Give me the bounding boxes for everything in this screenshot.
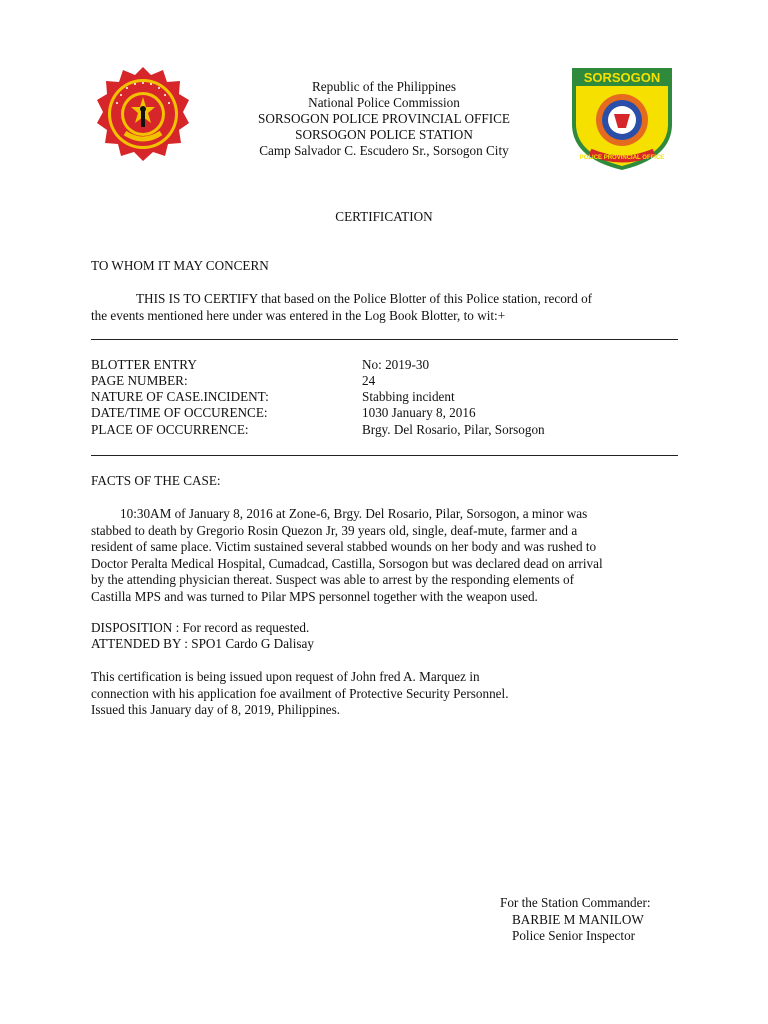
sorsogon-ppo-logo bbox=[570, 66, 674, 172]
request-line-3: Issued this January day of 8, 2019, Philippines. bbox=[91, 702, 341, 717]
signatory-rank: Police Senior Inspector bbox=[512, 928, 636, 943]
letterhead-line-provincial-office: SORSOGON POLICE PROVINCIAL OFFICE bbox=[258, 111, 510, 126]
entry-value: No: 2019-30 bbox=[362, 357, 430, 372]
divider-bottom bbox=[91, 455, 678, 456]
entry-value: Stabbing incident bbox=[362, 389, 455, 404]
request-line-2: connection with his application foe availment of Protective Security Personnel. bbox=[91, 685, 509, 701]
entry-label: PAGE NUMBER: bbox=[91, 373, 188, 388]
entry-value: Brgy. Del Rosario, Pilar, Sorsogon bbox=[362, 422, 545, 437]
pnp-seal-icon bbox=[97, 67, 189, 163]
sorsogon-ppo-badge-icon bbox=[570, 66, 674, 172]
signatory-name: BARBIE M MANILOW bbox=[512, 911, 644, 927]
entry-label: PLACE OF OCCURRENCE: bbox=[91, 422, 249, 437]
entry-value: 1030 January 8, 2016 bbox=[362, 405, 476, 420]
salutation: TO WHOM IT MAY CONCERN bbox=[91, 258, 269, 273]
intro-line-1: THIS IS TO CERTIFY that based on the Police Blotter of this Police station, record of bbox=[136, 291, 593, 306]
signature-for: For the Station Commander: bbox=[500, 895, 651, 910]
letterhead-line-napolcom: National Police Commission bbox=[308, 95, 460, 110]
facts-title: FACTS OF THE CASE: bbox=[91, 473, 221, 488]
intro-paragraph bbox=[91, 291, 681, 324]
entry-label: NATURE OF CASE.INCIDENT: bbox=[91, 389, 269, 404]
intro-line-2: the events mentioned here under was entered in the Log Book Blotter, to wit:+ bbox=[91, 307, 506, 323]
facts-line: resident of same place. Victim sustained several stabbed wounds on her body and was rushed to bbox=[91, 539, 597, 554]
entry-label: DATE/TIME OF OCCURENCE: bbox=[91, 405, 268, 420]
request-paragraph bbox=[91, 669, 509, 719]
letterhead bbox=[200, 79, 568, 159]
letterhead-line-republic: Republic of the Philippines bbox=[312, 79, 456, 94]
pnp-seal-logo bbox=[97, 67, 189, 163]
request-line-1: This certification is being issued upon request of John fred A. Marquez in bbox=[91, 669, 480, 684]
letterhead-line-police-station: SORSOGON POLICE STATION bbox=[295, 127, 473, 142]
entry-value: 24 bbox=[362, 373, 376, 388]
divider-top bbox=[91, 339, 678, 340]
signature-block bbox=[500, 895, 651, 945]
disposition: DISPOSITION : For record as requested. bbox=[91, 620, 310, 635]
letterhead-line-address: Camp Salvador C. Escudero Sr., Sorsogon City bbox=[259, 143, 509, 158]
facts-paragraph bbox=[91, 506, 681, 605]
attended-by: ATTENDED BY : SPO1 Cardo G Dalisay bbox=[91, 636, 314, 651]
facts-line: by the attending physician thereat. Suspect was able to arrest by the responding elements of bbox=[91, 572, 575, 587]
certification-title: CERTIFICATION bbox=[335, 209, 433, 224]
facts-line: stabbed to death by Gregorio Rosin Quezon Jr, 39 years old, single, deaf-mute, farmer and a bbox=[91, 522, 578, 538]
facts-line: Doctor Peralta Medical Hospital, Cumadcad, Castilla, Sorsogon but was declared dead on arrival bbox=[91, 555, 603, 571]
svg-text:SORSOGON: SORSOGON bbox=[583, 70, 661, 85]
entry-label: BLOTTER ENTRY bbox=[91, 357, 197, 372]
facts-line: 10:30AM of January 8, 2016 at Zone-6, Brgy. Del Rosario, Pilar, Sorsogon, a minor was bbox=[120, 506, 588, 521]
facts-line: Castilla MPS and was turned to Pilar MPS personnel together with the weapon used. bbox=[91, 588, 538, 604]
svg-text:POLICE PROVINCIAL OFFICE: POLICE PROVINCIAL OFFICE bbox=[579, 155, 665, 161]
